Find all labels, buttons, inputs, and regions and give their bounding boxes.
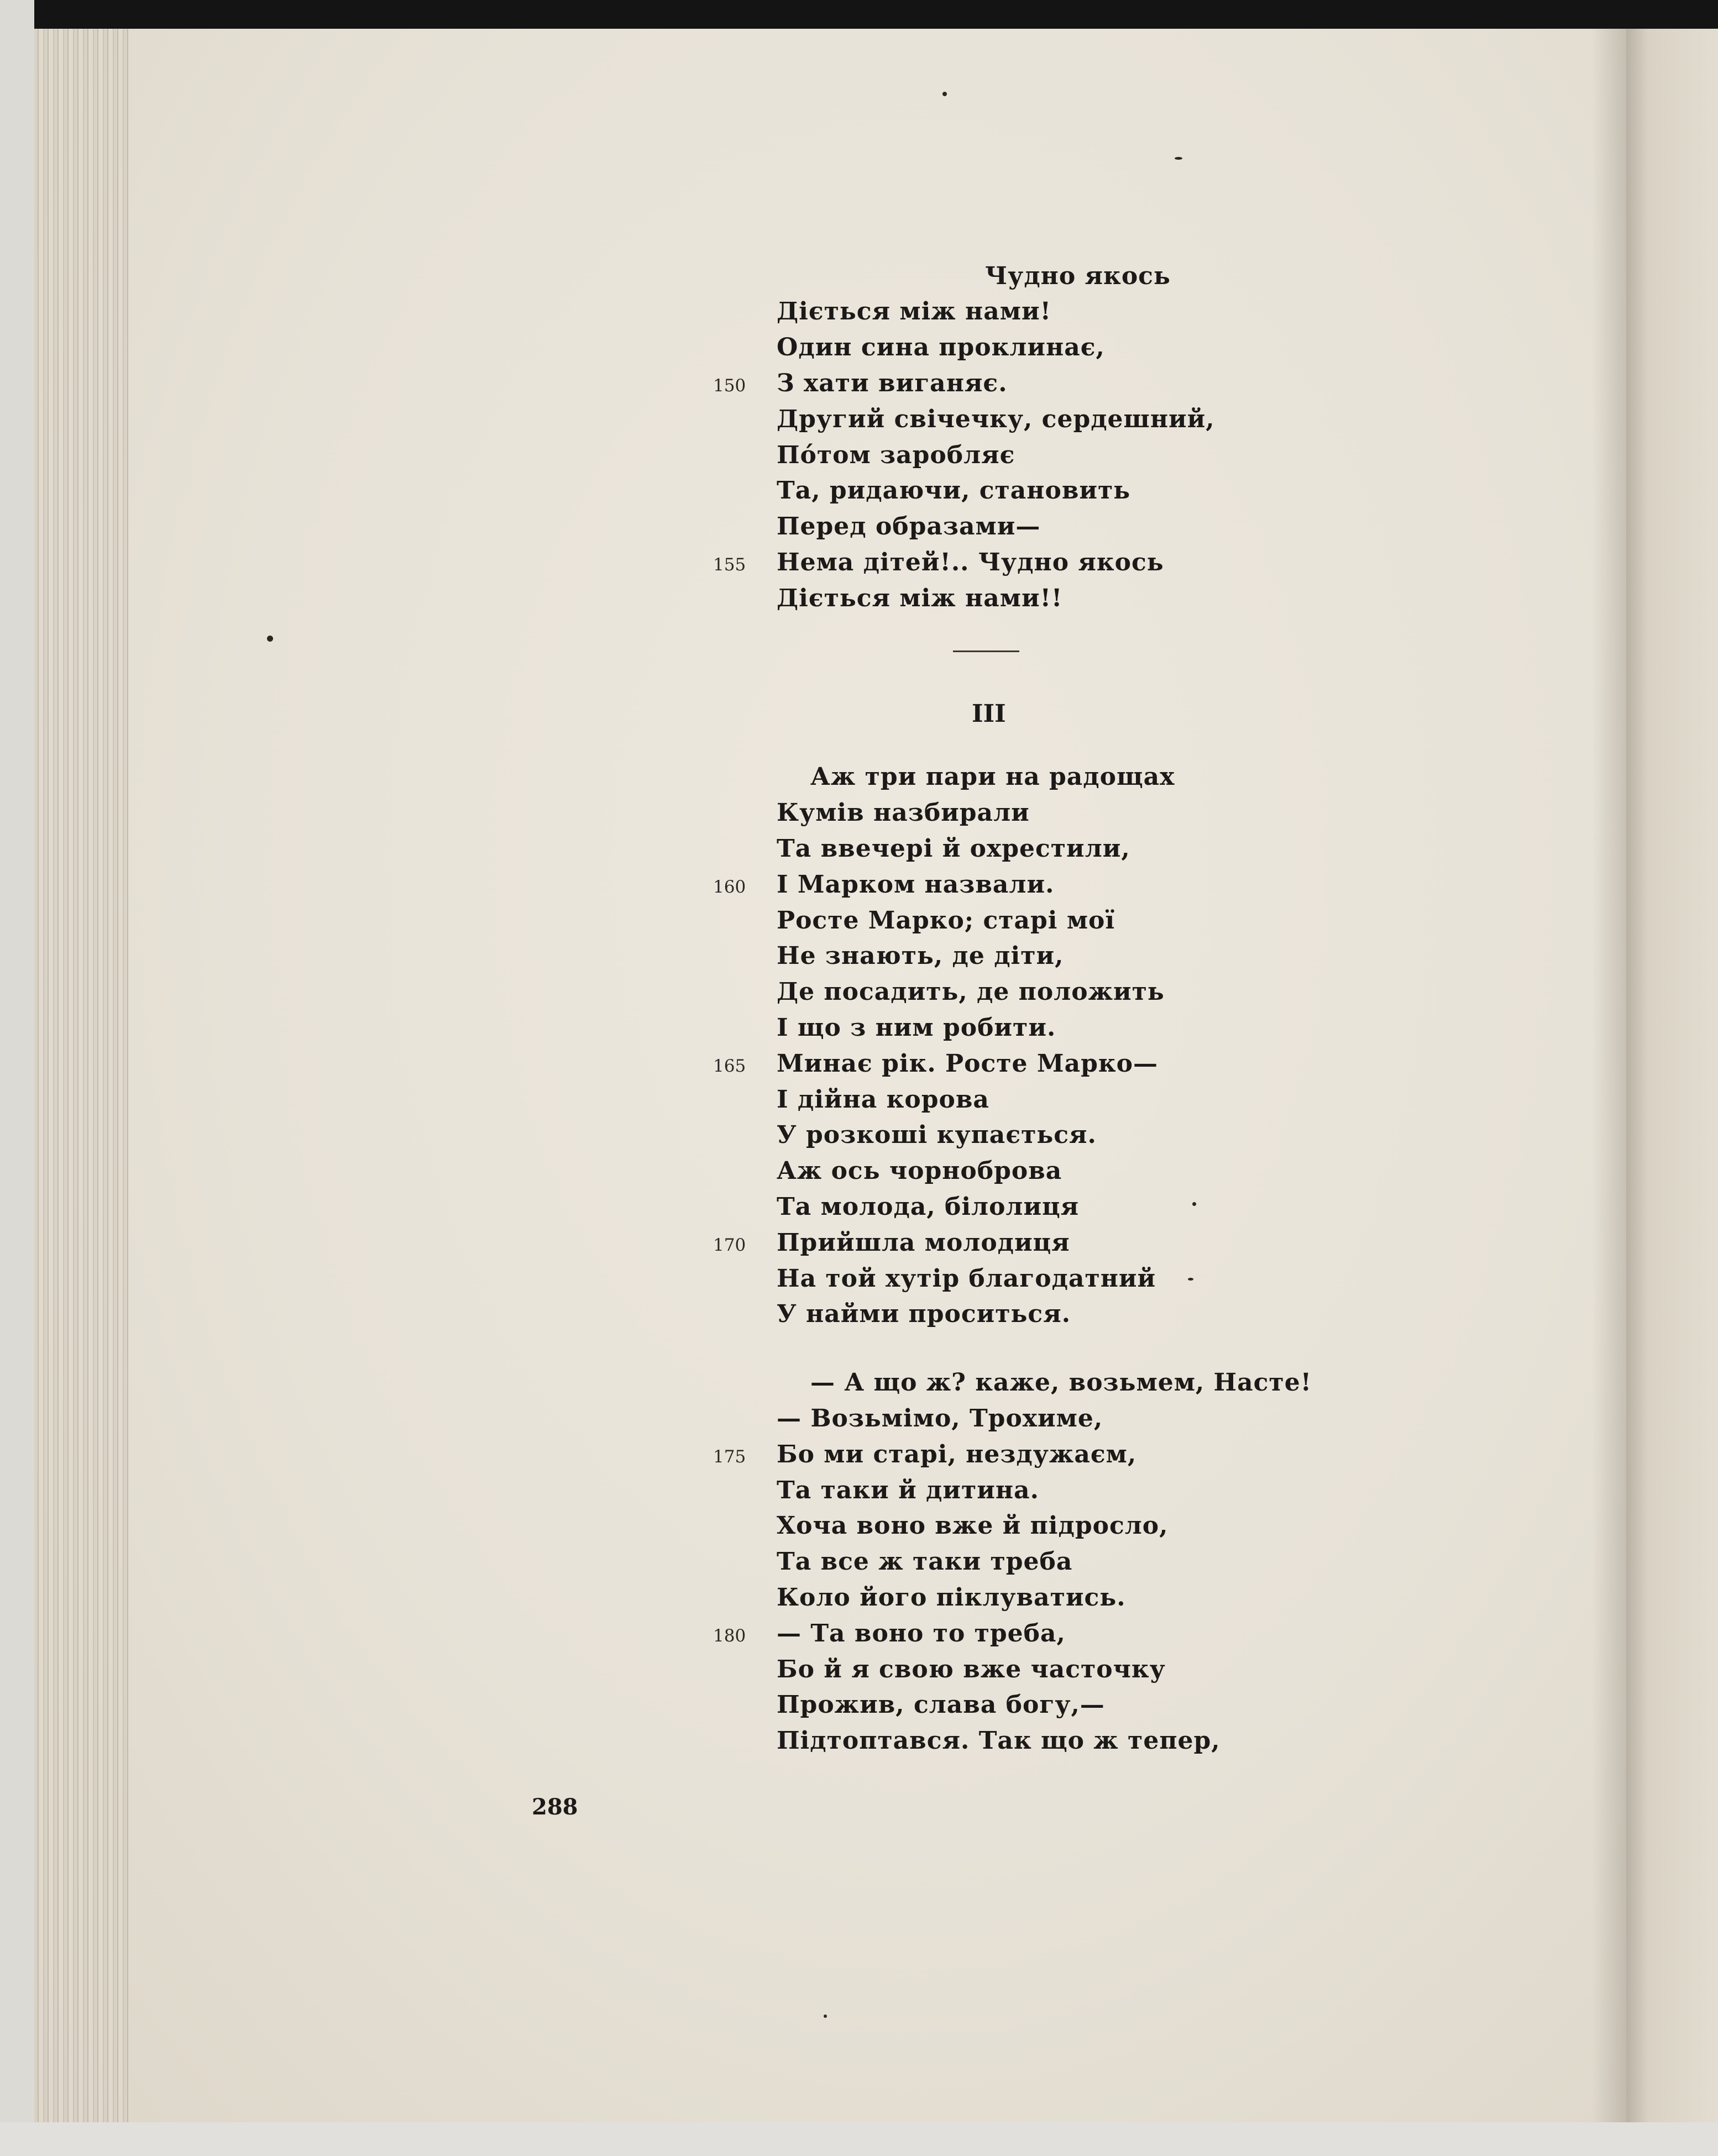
verse-line: З хати виганяє.: [777, 369, 1008, 397]
section-divider: [953, 651, 1019, 652]
verse-line: Один сина проклинає,: [777, 333, 1105, 361]
verse-line: Підтоптався. Так що ж тепер,: [777, 1727, 1221, 1755]
verse-line: І що з ним робити.: [777, 1014, 1056, 1042]
verse-line: І дійна корова: [777, 1085, 989, 1114]
verse-line: Та все ж таки треба: [777, 1548, 1073, 1576]
verse-line: Минає рік. Росте Марко—: [777, 1050, 1158, 1078]
verse-line: Пóтом заробляє: [777, 441, 1015, 469]
verse-line: Та молода, білолиця: [777, 1193, 1080, 1221]
verse-line: Прожив, слава богу,—: [777, 1691, 1105, 1719]
verse-line: І Марком назвали.: [777, 870, 1055, 899]
verse-line: Та ввечері й охрестили,: [777, 835, 1130, 863]
page-number: 288: [532, 1794, 578, 1820]
verse-line: Діється між нами!: [777, 297, 1051, 326]
line-number: 150: [713, 376, 746, 396]
verse-line: Чудно якось: [985, 262, 1171, 290]
verse-line: Аж три пари на радощах: [810, 763, 1175, 791]
verse-line: Коло його піклуватись.: [777, 1583, 1126, 1612]
verse-line: Кумів назбирали: [777, 799, 1030, 827]
verse-line: — Возьмімо, Трохиме,: [777, 1404, 1103, 1433]
verse-line: Хоча воно вже й підросло,: [777, 1512, 1169, 1540]
line-number: 175: [713, 1447, 746, 1467]
verse-line: Другий свічечку, сердешний,: [777, 405, 1215, 433]
line-number: 165: [713, 1056, 746, 1076]
verse-line: Бо й я свою вже часточку: [777, 1655, 1166, 1683]
verse-line: У розкоші купається.: [777, 1121, 1097, 1149]
verse-line: Аж ось чорноброва: [777, 1157, 1062, 1185]
verse-line: Та таки й дитина.: [777, 1476, 1039, 1504]
verse-line: Діється між нами!!: [777, 584, 1063, 612]
verse-line: Прийшла молодиця: [777, 1229, 1070, 1257]
verse-line: Росте Марко; старі мої: [777, 906, 1115, 935]
verse-line: У найми проситься.: [777, 1300, 1071, 1328]
verse-line: Бо ми старі, нездужаєм,: [777, 1440, 1137, 1468]
section-heading: III: [972, 700, 1006, 728]
verse-line: Де посадить, де положить: [777, 978, 1165, 1006]
line-number: 170: [713, 1235, 746, 1255]
verse-line: Нема дітей!.. Чудно якось: [777, 548, 1164, 576]
verse-line: Та, ридаючи, становить: [777, 476, 1131, 505]
verse-line: — А що ж? каже, возьмем, Насте!: [810, 1368, 1312, 1397]
line-number: 155: [713, 555, 746, 575]
line-number: 180: [713, 1626, 746, 1646]
verse-line: На той хутір благодатний: [777, 1265, 1156, 1293]
verse-line: — Та воно то треба,: [777, 1619, 1066, 1648]
verse-line: Не знають, де діти,: [777, 942, 1064, 970]
verse-line: Перед образами—: [777, 512, 1041, 541]
line-number: 160: [713, 877, 746, 897]
